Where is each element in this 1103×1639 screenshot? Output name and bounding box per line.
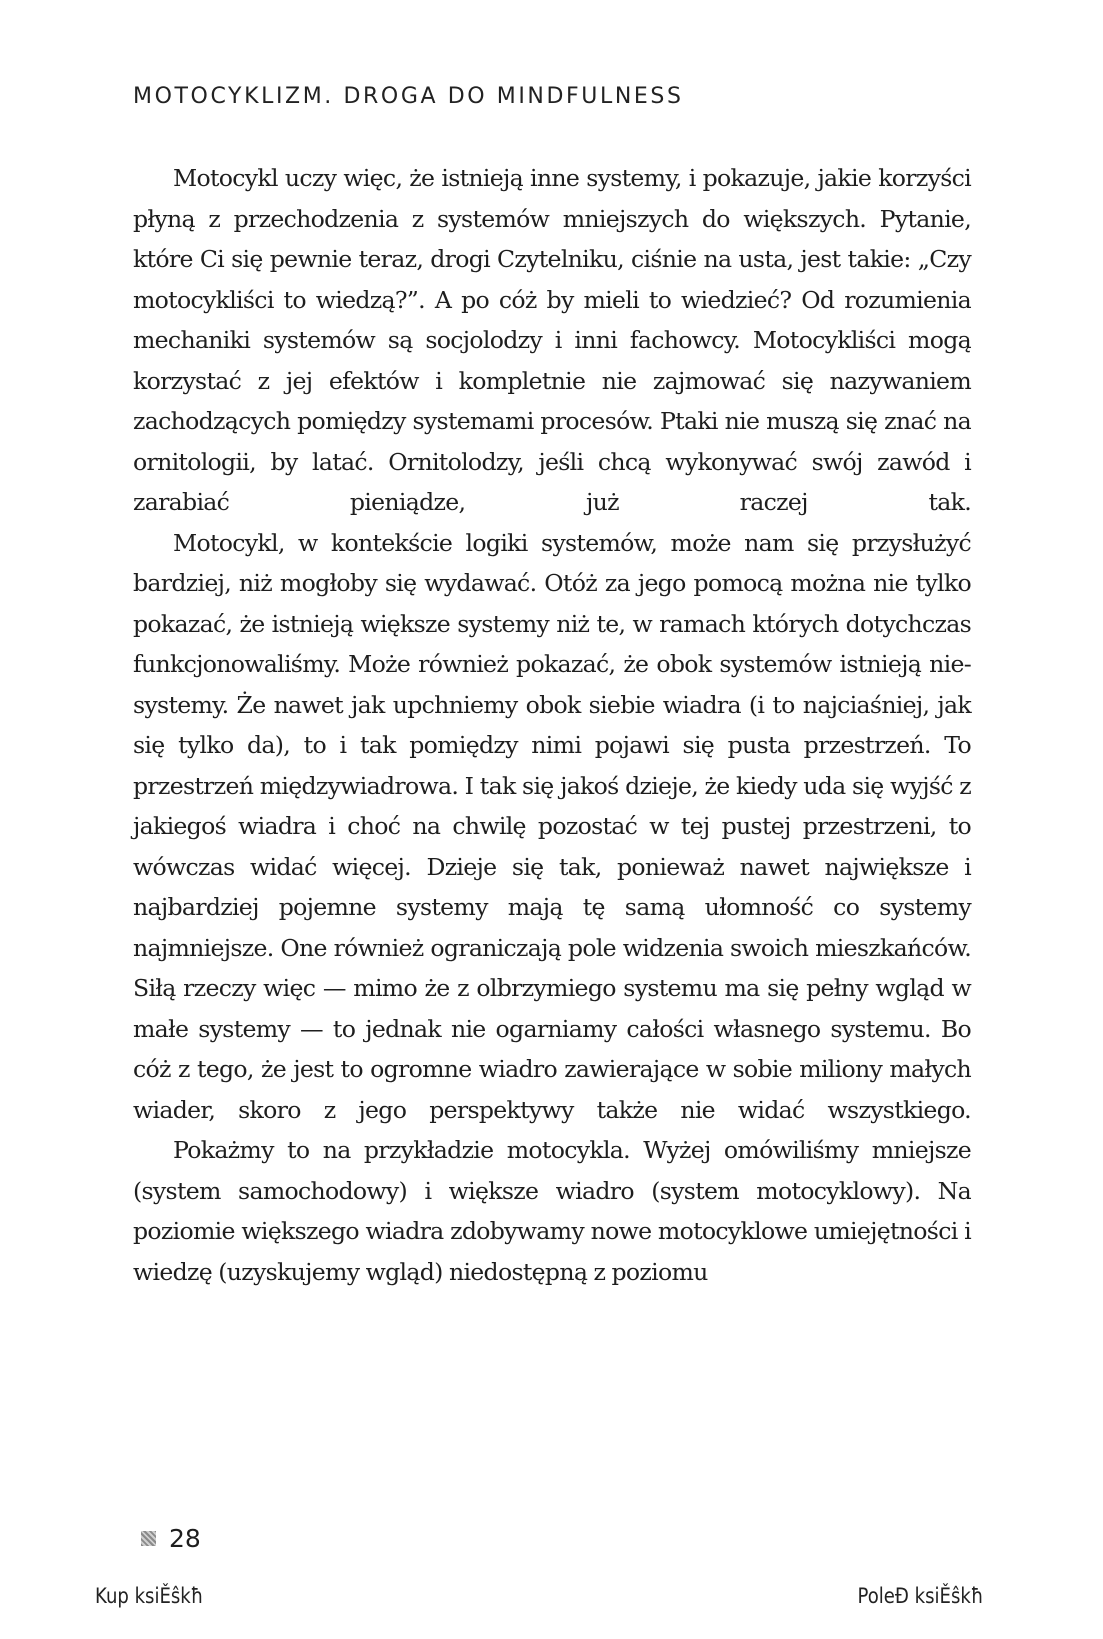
recommend-book-link[interactable]: PoleĐ ksiĚŝkħ	[857, 1584, 983, 1608]
paragraph-3: Pokażmy to na przykładzie motocykla. Wyżej omówiliśmy mniejsze (system samochodowy) i większe wiadro (system motocyklowy). Na poziomie większego wiadra zdobywamy nowe motocyklowe umiejętności i wiedzę (uzyskujemy wgląd) niedostępną z poziomu	[133, 1136, 971, 1286]
paragraph-1: Motocykl uczy więc, że istnieją inne systemy, i pokazuje, jakie korzyści płyną z przechodzenia z systemów mniejszych do większych. Pytanie, które Ci się pewnie teraz, drogi Czytelniku, ciśnie na usta, jest takie: „Czy motocykliści to wiedzą?”. A po cóż by mieli to wiedzieć? Od rozumienia mechaniki systemów są socjolodzy i inni fachowcy. Motocykliści mogą korzystać z jej efektów i kompletnie nie zajmować się nazywaniem zachodzących pomiędzy systemami procesów. Ptaki nie muszą się znać na ornitologii, by latać. Ornitolodzy, jeśli chcą wykonywać swój zawód i zarabiać pieniądze, już raczej tak.	[133, 164, 971, 516]
buy-book-link[interactable]: Kup ksiĚŝkħ	[95, 1584, 204, 1608]
page-number: 28	[169, 1524, 201, 1553]
body-text	[133, 158, 971, 1292]
running-head: MOTOCYKLIZM. DROGA DO MINDFULNESS	[133, 84, 684, 109]
folio	[141, 1524, 201, 1553]
folio-square-icon	[141, 1531, 156, 1546]
paragraph-2: Motocykl, w kontekście logiki systemów, może nam się przysłużyć bardziej, niż mogłoby się wydawać. Otóż za jego pomocą można nie tylko pokazać, że istnieją większe systemy niż te, w ramach których dotychczas funkcjonowaliśmy. Może również pokazać, że obok systemów istnieją nie-systemy. Że nawet jak upchniemy obok siebie wiadra (i to najciaśniej, jak się tylko da), to i tak pomiędzy nimi pojawi się pusta przestrzeń. To przestrzeń międzywiadrowa. I tak się jakoś dzieje, że kiedy uda się wyjść z jakiegoś wiadra i choć na chwilę pozostać w tej pustej przestrzeni, to wówczas widać więcej. Dzieje się tak, ponieważ nawet największe i najbardziej pojemne systemy mają tę samą ułomność co systemy najmniejsze. One również ograniczają pole widzenia swoich mieszkańców. Siłą rzeczy więc — mimo że z olbrzymiego systemu ma się pełny wgląd w małe systemy — to jednak nie ogarniamy całości własnego systemu. Bo cóż z tego, że jest to ogromne wiadro zawierające w sobie miliony małych wiader, skoro z jego perspektywy także nie widać wszystkiego.	[133, 528, 971, 1124]
